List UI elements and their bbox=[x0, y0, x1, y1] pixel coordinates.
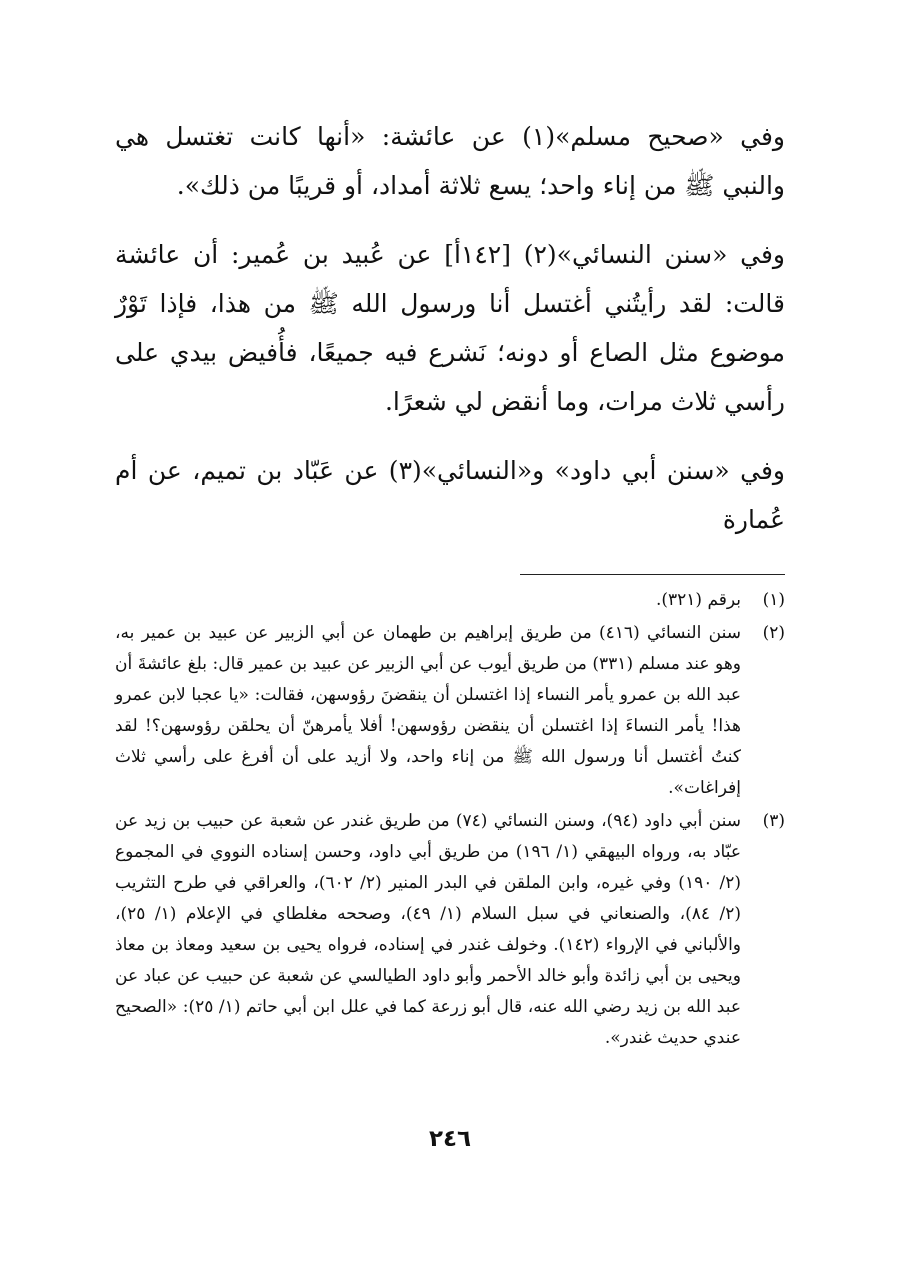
footnote-1 bbox=[115, 585, 785, 616]
footnote-number: (٣) bbox=[762, 811, 785, 831]
paragraph-2: وفي «سنن النسائي»(٢) [١٤٢أ] عن عُبيد بن عُمير: أن عائشة قالت: لقد رأيتُني أغتسل أنا ورسول الله ﷺ من هذا، فإذا تَوْرٌ موضوع مثل الصاع أو دونه؛ نَشرع فيه جميعًا، فأُفيض بيدي على رأسي ثلاث مرات، وما أنقض لي شعرًا. bbox=[115, 240, 785, 416]
footnote-number: (٢) bbox=[762, 623, 785, 643]
footnote-number: (١) bbox=[762, 590, 785, 610]
book-page bbox=[115, 112, 785, 1056]
main-text bbox=[115, 112, 785, 544]
footnote-2 bbox=[115, 618, 785, 804]
footnote-text: سنن أبي داود (٩٤)، وسنن النسائي (٧٤) من طريق غندر عن شعبة عن حبيب بن زيد عن عبّاد به، ورواه البيهقي (١/ ١٩٦) من طريق أبي داود، وحسن إسناده النووي في المجموع (٢/ ١٩٠) وفي غيره، وابن الملقن في البدر المنير (٢/ ٦٠٢)، والعراقي في طرح التثريب (٢/ ٨٤)، والصنعاني في سبل السلام (١/ ٤٩)، وصححه مغلطاي في الإعلام (١/ ٢٥)، والألباني في الإرواء (١٤٢). وخولف غندر في إسناده، فرواه يحيى بن سعيد ومعاذ بن معاذ ويحيى بن أبي زائدة وأبو خالد الأحمر وأبو داود الطيالسي عن شعبة عن حبيب عن عباد عن عبد الله بن زيد رضي الله عنه، قال أبو زرعة كما في علل ابن أبي حاتم (١/ ٢٥): «الصحيح عندي حديث غندر». bbox=[115, 811, 742, 1048]
footnotes bbox=[115, 585, 785, 1054]
footnote-separator bbox=[520, 574, 785, 575]
footnote-3 bbox=[115, 806, 785, 1054]
page-number: ٢٤٦ bbox=[428, 1126, 472, 1152]
paragraph-1: وفي «صحيح مسلم»(١) عن عائشة: «أنها كانت تغتسل هي والنبي ﷺ من إناء واحد؛ يسع ثلاثة أمداد، أو قريبًا من ذلك». bbox=[115, 122, 785, 200]
footnote-text: برقم (٣٢١). bbox=[655, 590, 741, 610]
footnote-text: سنن النسائي (٤١٦) من طريق إبراهيم بن طهمان عن أبي الزبير عن عبيد بن عمير به، وهو عند مسلم (٣٣١) من طريق أيوب عن أبي الزبير عن عبيد بن عمير قال: بلغ عائشةَ أن عبد الله بن عمرو يأمر النساء إذا اغتسلن أن ينقضنَ رؤوسهن، فقالت: «يا عجبا لابن عمرو هذا! يأمر النساءَ إذا اغتسلن أن ينقضن رؤوسهن! أفلا يأمرهنّ أن يحلقن رؤوسهن؟! لقد كنتُ أغتسل أنا ورسول الله ﷺ من إناء واحد، ولا أزيد على أن أفرغ على رأسي ثلاث إفراغات». bbox=[115, 623, 742, 798]
paragraph-3: وفي «سنن أبي داود» و«النسائي»(٣) عن عَبّاد بن تميم، عن أم عُمارة bbox=[115, 456, 785, 534]
